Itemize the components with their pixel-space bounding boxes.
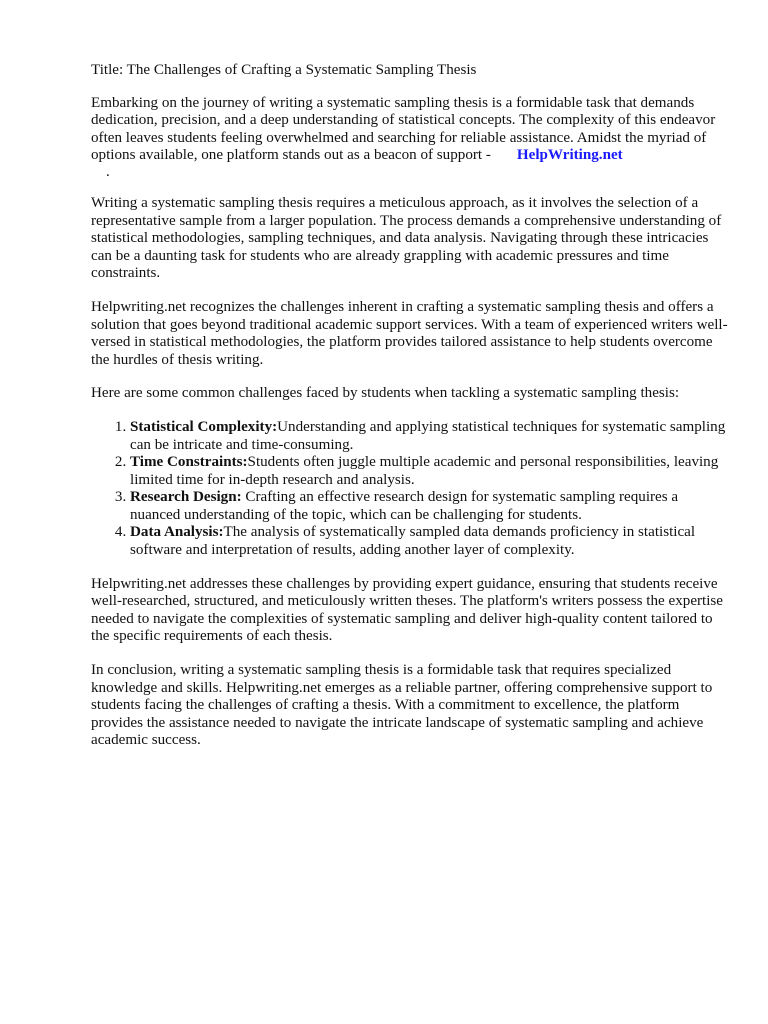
intro-trailing-dot: . (106, 163, 110, 180)
document-page (91, 62, 731, 766)
helpwriting-link[interactable]: HelpWriting.net (516, 147, 623, 164)
list-item-term: Time Constraints: (130, 454, 248, 471)
intro-text: Embarking on the journey of writing a systematic sampling thesis is a formidable task that demands dedication, precision, and a deep understanding of statistical concepts. The complexity of this endeavor often leaves students feeling overwhelmed and searching for reliable assistance. Amidst the myriad of options available, one platform stands out as a beacon of support - (91, 94, 716, 164)
list-item-term: Statistical Complexity: (130, 418, 278, 435)
list-item (130, 489, 731, 524)
document-title: Title: The Challenges of Crafting a Systematic Sampling Thesis (91, 62, 477, 78)
list-item-text: Crafting an effective research design for systematic sampling requires a nuanced understanding of the topic, which can be challenging for students. (130, 489, 679, 523)
paragraph-guidance: Helpwriting.net addresses these challenges by providing expert guidance, ensuring that students receive well-researched, structured, and meticulously written theses. The platform's writers possess the expertise needed to navigate the complexities of systematic sampling and deliver high-quality content tailored to the specific requirements of each thesis. (91, 575, 723, 645)
list-item-term: Research Design: (130, 489, 242, 506)
list-intro: Here are some common challenges faced by students when tackling a systematic sampling thesis: (91, 385, 680, 402)
list-item (130, 419, 731, 454)
list-item-term: Data Analysis: (130, 524, 224, 541)
list-item (130, 454, 731, 489)
paragraph-requirements: Writing a systematic sampling thesis requires a meticulous approach, as it involves the selection of a representative sample from a larger population. The process demands a comprehensive understanding of statistical methodologies, sampling techniques, and data analysis. Navigating through these intricacies can be a daunting task for students who are already grappling with academic pressures and time constraints. (91, 194, 722, 282)
list-item (130, 524, 731, 559)
list-item-text: The analysis of systematically sampled data demands proficiency in statistical software and interpretation of results, adding another layer of complexity. (130, 524, 696, 559)
list-item-text: Students often juggle multiple academic and personal responsibilities, leaving limited time for in-depth research and analysis. (130, 454, 719, 488)
list-item-text: Understanding and applying statistical techniques for systematic sampling can be intricate and time-consuming. (130, 418, 726, 453)
intro-paragraph (91, 95, 731, 179)
paragraph-solution: Helpwriting.net recognizes the challenges inherent in crafting a systematic sampling thesis and offers a solution that goes beyond traditional academic support services. With a team of experienced writers well-versed in statistical methodologies, the platform provides tailored assistance to help students overcome the hurdles of thesis writing. (91, 298, 728, 368)
challenges-list (91, 419, 731, 560)
paragraph-conclusion: In conclusion, writing a systematic sampling thesis is a formidable task that requires specialized knowledge and skills. Helpwriting.net emerges as a reliable partner, offering comprehensive support to students facing the challenges of crafting a thesis. With a commitment to excellence, the platform provides the assistance needed to navigate the intricate landscape of systematic sampling and achieve academic success. (91, 662, 713, 749)
